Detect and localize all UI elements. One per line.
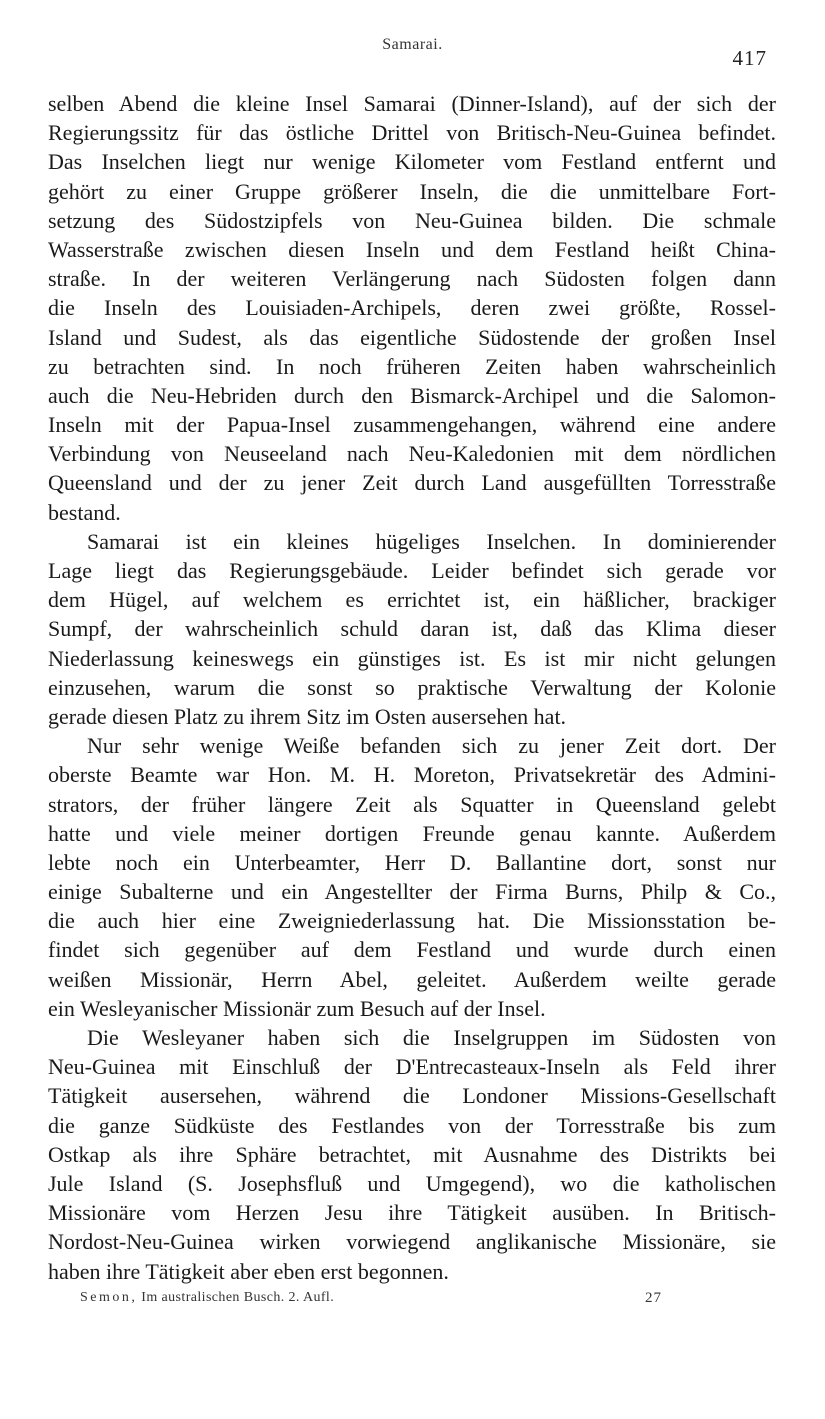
text-line: auch die Neu-Hebriden durch den Bismarck-Archipel und die Salomon- [48,382,776,408]
footer-author: Semon, [80,1290,138,1305]
text-line: strators, der früher längere Zeit als Squatter in Queensland gelebt [48,791,776,817]
text-line: setzung des Südostzipfels von Neu-Guinea bilden. Die schmale [48,207,776,233]
text-line: Missionäre vom Herzen Jesu ihre Tätigkeit ausüben. In Britisch- [48,1200,776,1226]
text-line: selben Abend die kleine Insel Samarai (Dinner-Island), auf der sich der [48,91,776,116]
text-line: Niederlassung keineswegs ein günstiges ist. Es ist mir nicht gelungen [48,645,776,671]
text-line: Inseln mit der Papua-Insel zusammengehangen, während eine andere [48,412,776,438]
footer-work-title: Im australischen Busch. 2. Aufl. [141,1290,335,1305]
text-line: straße. In der weiteren Verlängerung nach Südosten folgen dann [48,266,776,292]
text-line: Nordost-Neu-Guinea wirken vorwiegend anglikanische Missionäre, sie [48,1229,776,1255]
text-line: Wasserstraße zwischen diesen Inseln und dem Festland heißt China- [48,236,776,262]
body-text [48,89,776,1286]
text-line: Verbindung von Neuseeland nach Neu-Kaledonien mit dem nördlichen [48,441,776,467]
paragraph-last-line: haben ihre Tätigkeit aber eben erst begonnen. [48,1258,449,1284]
text-line: Queensland und der zu jener Zeit durch Land ausgefüllten Torresstraße [48,470,776,496]
footer-credit [80,1290,334,1306]
text-line: Das Inselchen liegt nur wenige Kilometer vom Festland entfernt und [48,149,776,175]
text-line: lebte noch ein Unterbeamter, Herr D. Ballantine dort, sonst nur [48,849,776,875]
text-line: die ganze Südküste des Festlandes von der Torresstraße bis zum [48,1112,776,1138]
text-line: Regierungssitz für das östliche Drittel von Britisch-Neu-Guinea befindet. [48,120,776,146]
text-line: einzusehen, warum die sonst so praktische Verwaltung der Kolonie [48,674,776,700]
running-title: Samarai. [382,36,443,53]
paragraph-first-line: Die Wesleyaner haben sich die Inselgruppen im Südosten von [87,1025,776,1050]
page-number: 417 [732,46,767,70]
text-line: Sumpf, der wahrscheinlich schuld daran ist, daß das Klima dieser [48,616,776,642]
paragraph-last-line: ein Wesleyanischer Missionär zum Besuch auf der Insel. [48,995,546,1021]
text-line: Jule Island (S. Josephsfluß und Umgegend), wo die katholischen [48,1170,776,1196]
paragraph-first-line: Nur sehr wenige Weiße befanden sich zu jener Zeit dort. Der [87,733,776,759]
paragraph-last-line: gerade diesen Platz zu ihrem Sitz im Osten ausersehen hat. [48,703,567,729]
text-line: Ostkap als ihre Sphäre betrachtet, mit Ausnahme des Distrikts bei [48,1141,776,1167]
text-line: Tätigkeit ausersehen, während die Londoner Missions-Gesellschaft [48,1083,776,1109]
text-line: zu betrachten sind. In noch früheren Zeiten haben wahrscheinlich [48,353,776,379]
paragraph-last-line: bestand. [48,499,121,525]
text-line: weißen Missionär, Herrn Abel, geleitet. Außerdem weilte gerade [48,966,776,992]
text-line: oberste Beamte war Hon. M. H. Moreton, Privatsekretär des Admini- [48,762,776,788]
text-line: die Inseln des Louisiaden-Archipels, deren zwei größte, Rossel- [48,295,776,321]
signature-mark: 27 [645,1290,662,1306]
text-line: gehört zu einer Gruppe größerer Inseln, die die unmittelbare Fort- [48,178,776,204]
text-line: hatte und viele meiner dortigen Freunde genau kannte. Außerdem [48,820,776,846]
text-line: dem Hügel, auf welchem es errichtet ist, ein häßlicher, brackiger [48,587,776,613]
text-line: einige Subalterne und ein Angestellter der Firma Burns, Philp & Co., [48,879,776,905]
footer [0,1290,825,1312]
text-line: Lage liegt das Regierungsgebäude. Leider befindet sich gerade vor [48,558,776,583]
text-line: findet sich gegenüber auf dem Festland und wurde durch einen [48,937,776,963]
text-line: Neu-Guinea mit Einschluß der D'Entrecasteaux-Inseln als Feld ihrer [48,1054,776,1080]
text-line: Island und Sudest, als das eigentliche Südostende der großen Insel [48,324,776,350]
paragraph-first-line: Samarai ist ein kleines hügeliges Inselchen. In dominierender [87,528,776,554]
text-line: die auch hier eine Zweigniederlassung hat. Die Missionsstation be- [48,908,776,934]
